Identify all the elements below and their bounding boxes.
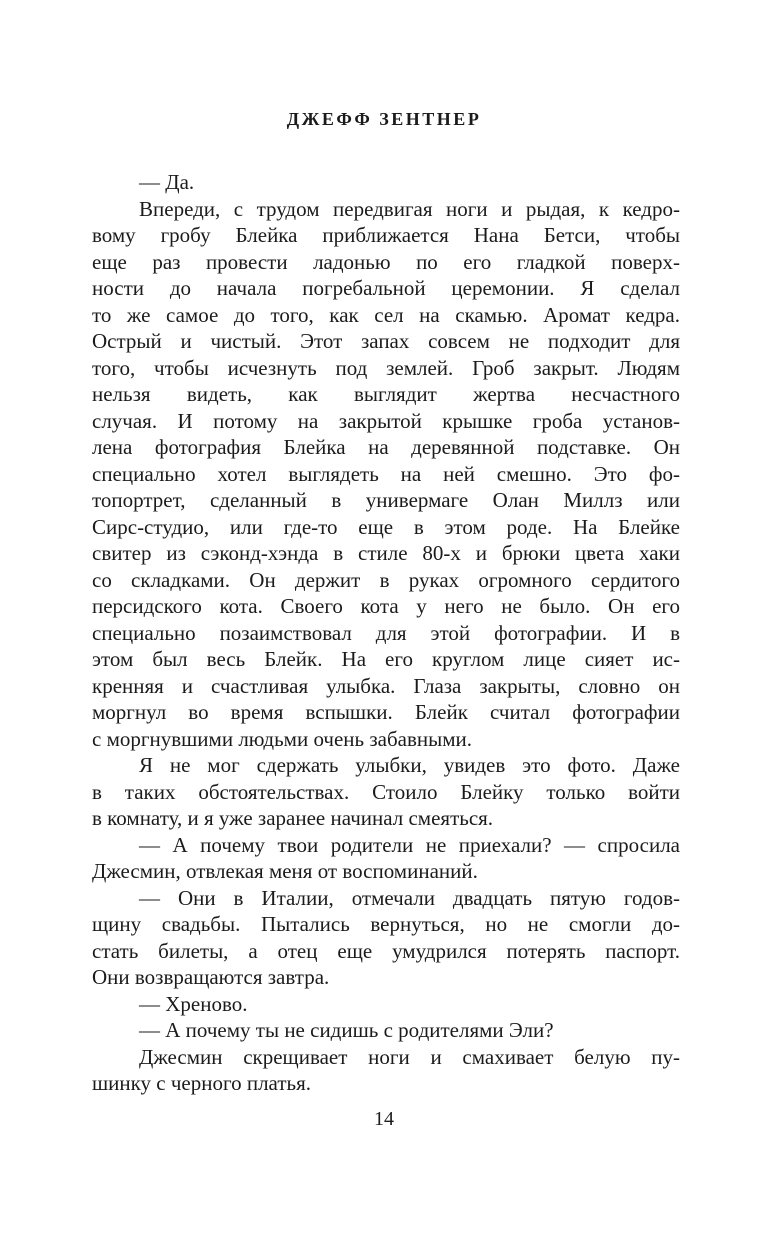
text-line: — Хреново.: [139, 991, 248, 1016]
text-line: — А почему ты не сидишь с родителями Эли?: [139, 1018, 554, 1042]
text-line: моргнул во время вспышки. Блейк считал фотографии: [92, 700, 680, 724]
text-line: специально хотел выглядеть на ней смешно. Это фо-: [92, 461, 680, 486]
text-line: Они возвращаются завтра.: [92, 965, 330, 989]
text-line: случая. И потому на закрытой крышке гроба установ-: [92, 408, 680, 433]
text-line: стать билеты, а отец еще умудрился потерять паспорт.: [92, 938, 680, 963]
text-line: этом был весь Блейк. На его круглом лице сияет ис-: [92, 647, 680, 671]
text-line: со складками. Он держит в руках огромного сердитого: [92, 567, 680, 592]
text-line: Впереди, с трудом передвигая ноги и рыдая, к кедро-: [139, 196, 680, 221]
text-line: топортрет, сделанный в универмаге Олан Миллз или: [92, 488, 680, 512]
text-line: Я не мог сдержать улыбки, увидев это фото. Даже: [139, 753, 680, 777]
text-line: специально позаимствовал для этой фотографии. И в: [92, 620, 680, 645]
text-line: вому гробу Блейка приближается Нана Бетси, чтобы: [92, 223, 680, 247]
text-line: Острый и чистый. Этот запах совсем не подходит для: [92, 329, 680, 353]
text-line: свитер из сэконд-хэнда в стиле 80-х и брюки цвета хаки: [92, 541, 680, 565]
text-line: кренняя и счастливая улыбка. Глаза закрыты, словно он: [92, 673, 680, 698]
text-line: ности до начала погребальной церемонии. Я сделал: [92, 276, 680, 300]
text-line: — Они в Италии, отмечали двадцать пятую годов-: [139, 885, 680, 910]
text-line: Джесмин скрещивает ноги и смахивает белую пу-: [139, 1044, 680, 1069]
text-line: того, чтобы исчезнуть под землей. Гроб закрыт. Людям: [92, 355, 680, 380]
text-line: то же самое до того, как сел на скамью. Аромат кедра.: [92, 302, 680, 327]
text-line: — А почему твои родители не приехали? — спросила: [139, 832, 680, 857]
page-number: 14: [374, 1108, 394, 1130]
text-line: персидского кота. Своего кота у него не было. Он его: [92, 594, 680, 618]
text-line: лена фотография Блейка на деревянной подставке. Он: [92, 435, 680, 459]
text-line: нельзя видеть, как выглядит жертва несчастного: [92, 382, 680, 406]
text-line: Сирс-студио, или где-то еще в этом роде. На Блейке: [92, 514, 680, 539]
text-line: в комнату, и я уже заранее начинал смеяться.: [92, 806, 494, 830]
text-line: щину свадьбы. Пытались вернуться, но не смогли до-: [92, 912, 680, 936]
text-line: с моргнувшими людьми очень забавными.: [92, 726, 473, 751]
text-line: — Да.: [139, 170, 195, 194]
text-line: в таких обстоятельствах. Стоило Блейку только войти: [92, 779, 680, 804]
text-line: шинку с черного платья.: [92, 1071, 311, 1095]
text-line: Джесмин, отвлекая меня от воспоминаний.: [92, 859, 478, 883]
running-header: ДЖЕФФ ЗЕНТНЕР: [286, 109, 482, 129]
text-line: еще раз провести ладонью по его гладкой поверх-: [92, 249, 680, 274]
page-text-block: [92, 169, 680, 1097]
